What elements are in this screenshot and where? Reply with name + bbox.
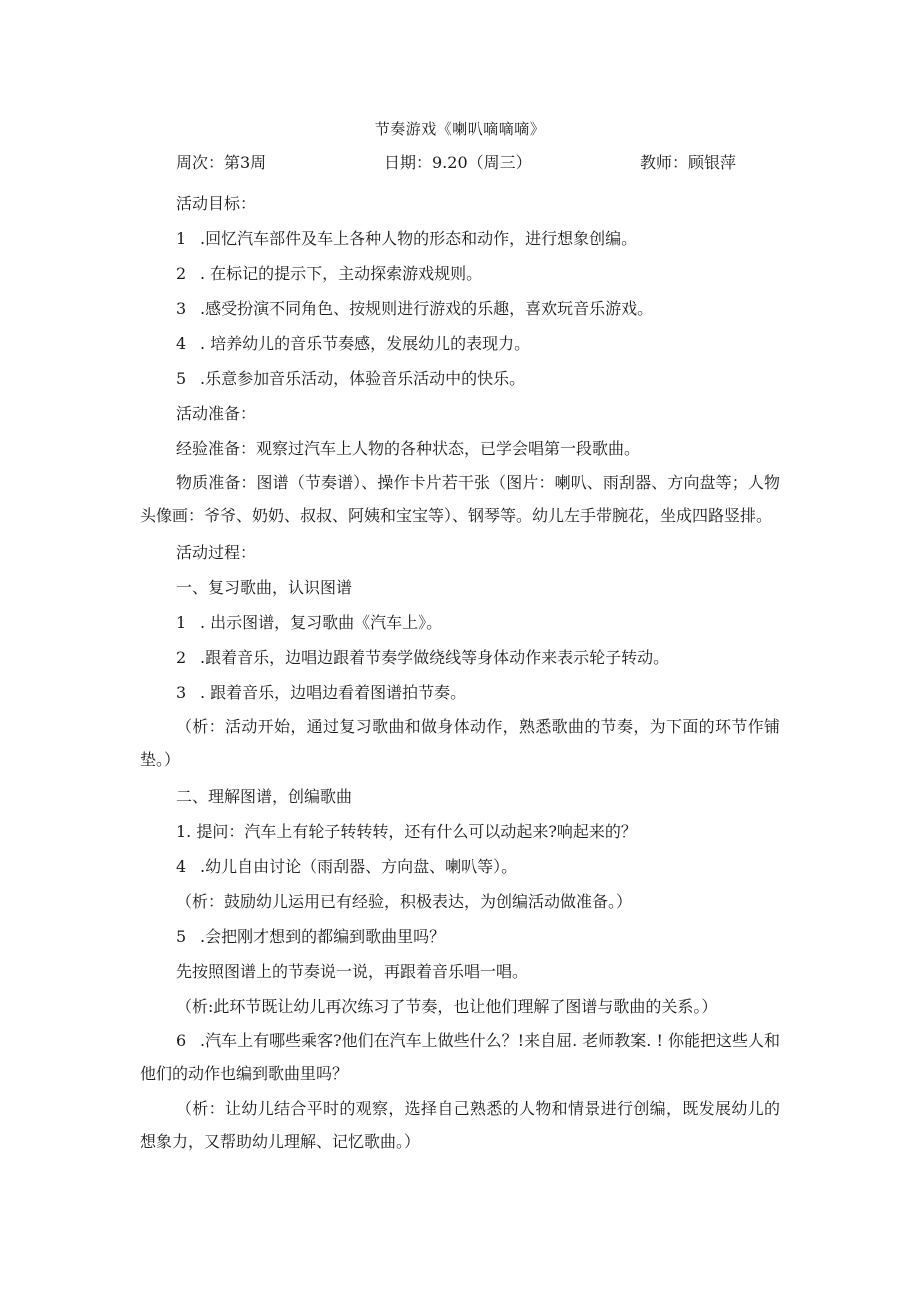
part2-item-text: .会把刚才想到的都编到歌曲里吗？	[200, 927, 446, 946]
part2-note: （析：鼓励幼儿运用已有经验，积极表达，为创编活动做准备。）	[176, 892, 633, 911]
prep-material: 物质准备：图谱（节奏谱）、操作卡片若干张（图片：喇叭、雨刮器、方向盘等；人物头像画：爷爷、奶奶、叔叔、阿姨和宝宝等）、钢琴等。幼儿左手带腕花，坐成四路竖排。	[140, 473, 780, 525]
part2-item-text: .汽车上有哪些乘客?他们在汽车上做些什么？!来自屈. 老师教案. ! 你能把这些人和他们的动作也编到歌曲里吗？	[140, 1031, 780, 1083]
part2-item-number: 5	[176, 927, 187, 946]
document-body	[140, 186, 780, 1158]
goal-text: .回忆汽车部件及车上各种人物的形态和动作，进行想象创编。	[200, 229, 638, 248]
part2-item	[140, 849, 780, 884]
prep-heading: 活动准备：	[176, 404, 257, 423]
goal-text: .乐意参加音乐活动，体验音乐活动中的快乐。	[200, 369, 526, 388]
goal-number: 3	[176, 299, 187, 318]
part1-item-text: . 出示图谱，复习歌曲《汽车上》。	[200, 613, 443, 632]
goal-item	[140, 291, 780, 326]
goal-number: 1	[176, 229, 187, 248]
part1-item	[140, 605, 780, 640]
part1-title: 一、复习歌曲，认识图谱	[176, 578, 353, 597]
goal-item	[140, 326, 780, 361]
part1-item-number: 3	[176, 683, 187, 702]
meta-row	[0, 150, 920, 174]
meta-teacher: 教师：顾银萍	[640, 153, 737, 172]
part1-item	[140, 640, 780, 675]
goal-item	[140, 221, 780, 256]
part2-question: 1. 提问：汽车上有轮子转转转，还有什么可以动起来?响起来的？	[176, 822, 637, 841]
meta-date: 日期：9.20（周三）	[384, 153, 532, 172]
part1-item-number: 2	[176, 648, 187, 667]
part1-item-text: .跟着音乐，边唱边跟着节奏学做绕线等身体动作来表示轮子转动。	[200, 648, 670, 667]
part2-title: 二、理解图谱，创编歌曲	[176, 787, 353, 806]
goal-text: .感受扮演不同角色、按规则进行游戏的乐趣，喜欢玩音乐游戏。	[200, 299, 654, 318]
goal-number: 2	[176, 264, 187, 283]
goals-heading: 活动目标：	[176, 194, 257, 213]
goal-item	[140, 361, 780, 396]
document-title: 节奏游戏《喇叭嘀嘀嘀》	[374, 120, 546, 138]
part2-item6	[140, 1024, 780, 1090]
prep-experience: 经验准备：观察过汽车上人物的各种状态，已学会唱第一段歌曲。	[176, 439, 641, 458]
goal-text: . 培养幼儿的音乐节奏感，发展幼儿的表现力。	[200, 334, 531, 353]
part1-item-number: 1	[176, 613, 187, 632]
goal-item	[140, 256, 780, 291]
goal-number: 4	[176, 334, 187, 353]
part2-item	[140, 919, 780, 954]
part2-follow-line: 先按照图谱上的节奏说一说，再跟着音乐唱一唱。	[176, 962, 529, 981]
part2-item-text: .幼儿自由讨论（雨刮器、方向盘、喇叭等）。	[200, 857, 518, 876]
process-heading: 活动过程：	[176, 543, 257, 562]
part2-note: （析:此环节既让幼儿再次练习了节奏，也让他们理解了图谱与歌曲的关系。）	[176, 997, 718, 1016]
part1-note: （析：活动开始，通过复习歌曲和做身体动作，熟悉歌曲的节奏，为下面的环节作铺垫。）	[140, 717, 780, 769]
part1-item-text: . 跟着音乐，边唱边看着图谱拍节奏。	[200, 683, 467, 702]
part1-item	[140, 675, 780, 710]
goal-number: 5	[176, 369, 187, 388]
meta-week: 周次：第3周	[176, 153, 267, 172]
goal-text: . 在标记的提示下，主动探索游戏规则。	[200, 264, 483, 283]
part2-item-number: 6	[176, 1031, 187, 1050]
part2-item-number: 4	[176, 857, 187, 876]
part2-note: （析：让幼儿结合平时的观察，选择自己熟悉的人物和情景进行创编，既发展幼儿的想象力，又帮助幼儿理解、记忆歌曲。）	[140, 1099, 780, 1151]
